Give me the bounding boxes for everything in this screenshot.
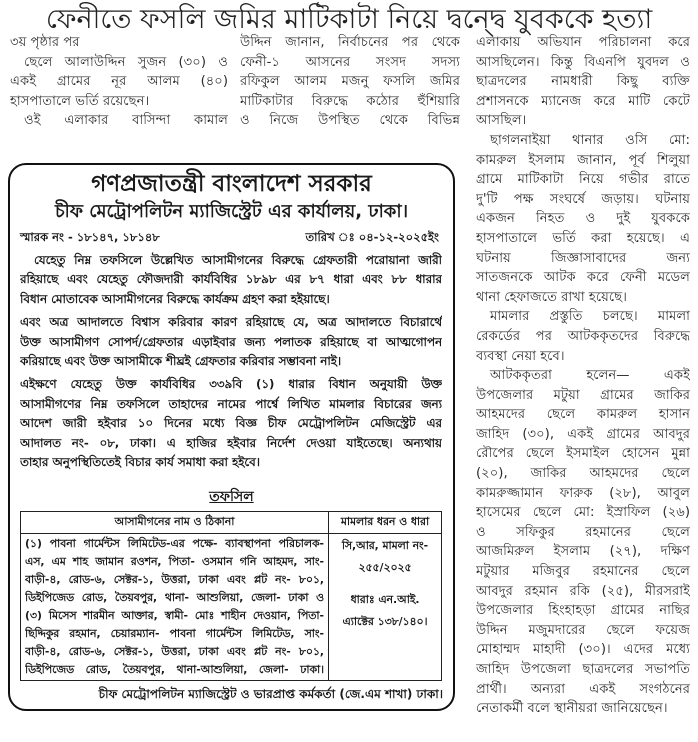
- notice-body: [20, 251, 442, 472]
- text-line: মামলার প্রস্তুতি চলছে। মামলা: [490, 309, 690, 325]
- text-line: জাহিদ (৩০), একই গ্রামের আবদুর: [476, 426, 690, 442]
- notice-subtitle: চীফ মেট্রোপলিটন ম্যাজিস্ট্রেট এর কার্যালয়, ঢাকা।: [54, 201, 409, 222]
- text-line: এইক্ষণে যেহেতু উক্ত কার্যবিধির ৩৩৯বি (১) ধারার বিধান অনুযায়ী উক্ত: [20, 377, 442, 392]
- headline: ফেনীতে ফসলি জমির মাটিকাটা নিয়ে দ্বন্দ্বে যুবককে হত্যা: [45, 4, 653, 35]
- text-line: মাটিকাটার বিরুদ্ধে কঠোর হুঁশিয়ারি: [240, 93, 460, 109]
- text-line: (৩) মিসেস শারমীন আক্তার, স্বামী- মোঃ শাহীন দেওয়ান, পিতা-: [25, 609, 324, 622]
- text-line: থানা হেফাজতে রাখা হয়েছে।: [476, 289, 627, 305]
- accused-cell: [21, 534, 329, 681]
- article-column-1: [10, 33, 228, 131]
- text-line: উপজেলার মটুয়া গ্রামের জাকির: [476, 387, 690, 403]
- text-line: ডিইপিজেড রোড, তৈয়বপুর, থানা-আশুলিয়া, জেলা- ঢাকা।: [25, 663, 324, 676]
- text-line: কামরুল ইসলাম জানান, পূর্ব শিলুয়া: [476, 152, 690, 168]
- text-line: হাসপাতালে ভর্তি রয়েছেন।: [10, 93, 150, 109]
- text-line: ডিইপিজেড রোড, তৈয়বপুর, থানা- আশুলিয়া, জেলা- ঢাকা ও: [25, 591, 324, 604]
- text-line: একই গ্রামের নূর আলম (৪০): [10, 74, 228, 90]
- text-line: করিয়াছে এবং উক্ত আসামীকে শীঘ্রই গ্রেফতার করিবার সম্ভাবনা নাই।: [20, 353, 342, 368]
- text-line: রহিয়াছে এবং যেহেতু ফৌজদারী কার্যবিধির ১৮৯৮ এর ৮৭ ধারা এবং ৮৮ ধারার: [20, 272, 442, 287]
- text-line: রেকর্ডের পর আটককৃতদের বিরুদ্ধে: [476, 328, 690, 344]
- text-line: বিধান মোতাবেক আসামীগনের বিরুদ্ধে কার্যক্রম গ্রহণ করা হইয়াছে।: [20, 291, 330, 306]
- text-line: (২০), জাকির আহমদের ছেলে: [476, 466, 690, 482]
- text-line: উক্ত আসামীগণ সোপর্দ/গ্রেফতার এড়াইবার জন্য পলাতক রহিয়াছে বা আত্মগোপন: [20, 334, 442, 349]
- case-cell: [329, 534, 442, 681]
- text-line: এলাকায় অভিযান পরিচালনা করে: [476, 35, 690, 50]
- text-line: উদ্দিন মজুমদারের ছেলে ফয়েজ: [476, 622, 690, 638]
- notice-title: গণপ্রজাতন্ত্রী বাংলাদেশ সরকার: [91, 171, 372, 197]
- case-line: সি,আর, মামলা নং-: [341, 539, 429, 552]
- text-line: যেহেতু নিম্ন তফসিলে উল্লেখিত আসামীগনের বিরুদ্ধে গ্রেফতারী পরোয়ানা জারী: [34, 253, 442, 267]
- header-accused: আসামীগনের নাম ও ঠিকানা: [21, 512, 329, 534]
- text-line: গ্রামে মাটিকাটা নিয়ে গভীর রাতে: [476, 172, 690, 188]
- case-line: এ্যাক্টের ১৩৮/১৪০।: [342, 615, 428, 628]
- text-line: ও সফিকুর রহমানের ছেলে: [476, 524, 690, 540]
- notice-date: তারিখ ঃ ০৪-১২-২০২৫ইং: [305, 230, 439, 244]
- article-column-2: [240, 33, 460, 131]
- text-line: বাড়ী-৪, রোড-৬, সেক্টর-১, উত্তরা, ঢাকা এবং প্লট নং- ৮০১,: [25, 573, 324, 586]
- text-line: উপজেলার হিংহাহড়া গ্রামের নাছির: [476, 603, 690, 619]
- article-column-3: [476, 33, 690, 719]
- schedule-table: [20, 511, 442, 681]
- schedule-title: তফসিল: [209, 489, 254, 505]
- text-line: (১) পাবনা গার্মেন্টস লিমিটেড-এর পক্ষে- ব্যাবস্থাপনা পরিচালক-: [25, 537, 324, 550]
- text-line: ব্যবস্থা নেয়া হবে।: [476, 348, 565, 364]
- text-line: ও নিজে উপস্থিত থেকে বিভিন্ন: [240, 113, 460, 129]
- text-line: ছিদ্দিকুর রহমান, চেয়ারম্যান- পাবনা গার্মেন্টস লিমিটেড, সাং-: [25, 627, 324, 640]
- text-line: মোহাম্মদ মাহাদী (৩০)। এদের মধ্যে: [476, 642, 690, 658]
- header-case: মামলার ধরন ও ধারা: [329, 512, 442, 534]
- text-line: উদ্দিন জানান, নির্বাচনের পর থেকে: [240, 35, 460, 50]
- court-notice: [8, 163, 455, 711]
- text-line: ৩য় পৃষ্ঠার পর: [10, 35, 80, 50]
- text-line: প্রার্থী। অন্যরা একই সংগঠনের: [476, 681, 690, 697]
- text-line: হাসপাতালে ভর্তি করা হয়েছে। এ: [476, 230, 690, 246]
- text-line: রৌপের ছেলে ইসমাইল হোসেন মুন্না: [476, 446, 690, 462]
- case-line: ধারাঃ এন.আই.: [350, 593, 420, 606]
- spacer: [333, 579, 437, 589]
- text-line: ছাত্রদলের নামধারী কিছু ব্যক্তি: [476, 74, 690, 90]
- text-line: আদালত নং- ০৮, ঢাকা। এ হাজির হইবার নির্দেশ দেওয়া যাইতেছে। অন্যথায়: [20, 435, 442, 450]
- text-line: রফিকুল আলম মজনু ফসলি জমির: [240, 74, 460, 90]
- text-line: ওই এলাকার বাসিন্দা কামাল: [24, 113, 228, 129]
- text-line: আবদুর রহমান রকি (২৫), মীরসরাই: [476, 583, 690, 599]
- text-line: ছাগলনাইয়া থানার ওসি মো:: [490, 132, 690, 148]
- case-line: ২৫৫/২০২৫: [358, 561, 412, 574]
- text-line: সাতজনকে আটক করে ফেনী মডেল: [476, 270, 690, 286]
- text-line: আদেশ জারী হইবার ১০ দিনের মধ্যে বিজ্ঞ চীফ মেট্রোপলিটন মেজিস্ট্রেট এর: [20, 416, 442, 431]
- text-line: নেতাকর্মী বলে স্থানীয়রা জানিয়েছেন।: [476, 701, 668, 717]
- table-row: [21, 534, 442, 681]
- text-line: ঘটনায় জিজ্ঞাসাবাদের জন্য: [476, 250, 690, 266]
- text-line: এবং অত্র আদালতে বিশ্বাস করিবার কারণ রহিয়াছে যে, অত্র আদালতে বিচারার্থে: [20, 315, 442, 330]
- notice-reference: স্মারক নং - ১৮১৪৭, ১৮১৪৮: [20, 230, 160, 244]
- text-line: জাহিদ উপজেলা ছাত্রদলের সভাপতি: [476, 662, 690, 677]
- text-line: আজমিরুল ইসলাম (২৭), দক্ষিণ: [476, 544, 690, 560]
- text-line: হাসেমের ছেলে মো: ইস্রাফিল (২৬): [476, 505, 690, 521]
- text-line: আটককৃতরা হলেন— একই: [490, 368, 690, 384]
- text-line: আসছিল।: [476, 113, 527, 129]
- text-line: একজন নিহত ও দুই যুবককে: [476, 211, 690, 227]
- text-line: এস, এম শাহ জামান রওশন, পিতা- ওসমান গনি আহমদ, সাং-: [25, 555, 324, 568]
- table-header-row: [21, 512, 442, 534]
- text-line: আসামীগণের নিম্ন তফসিলে তাহাদের নামের পার্শ্বে লিখিত মামলার বিচারের জন্য: [20, 396, 442, 411]
- notice-signature: চীফ মেট্রোপলিটন ম্যাজিস্ট্রেট ও ভারপ্রাপ্ত কর্মকর্তা (জে.এম শাখা) ঢাকা।: [98, 687, 443, 701]
- text-line: আহমদের ছেলে কামরুল হাসান: [476, 407, 690, 423]
- text-line: ফেনী-১ আসনের সংসদ সদস্য: [240, 54, 460, 70]
- text-line: আসছিলেন। কিন্তু বিএনপি যুবদল ও: [476, 54, 690, 70]
- text-line: প্রশাসনকে ম্যানেজ করে মাটি কেটে: [476, 93, 690, 109]
- text-line: ছেলে আলাউদ্দিন সুজন (৩০) ও: [24, 54, 228, 70]
- text-line: কামরুজ্জামান ফারুক (২৮), আবুল: [476, 485, 690, 501]
- text-line: দু'টি পক্ষ সংঘর্ষে জড়ায়। ঘটনায়: [476, 191, 690, 207]
- text-line: তাহার অনুপস্থিতিতেই বিচার কার্য সমাধা করা হইবে।: [20, 454, 260, 469]
- text-line: বাড়ী-৪, রোড-৬, সেক্টর-১, উত্তরা, ঢাকা এবং প্লট নং- ৮০১,: [25, 645, 324, 658]
- text-line: মটুয়ার মজিবুর রহমানের ছেলে: [476, 564, 690, 580]
